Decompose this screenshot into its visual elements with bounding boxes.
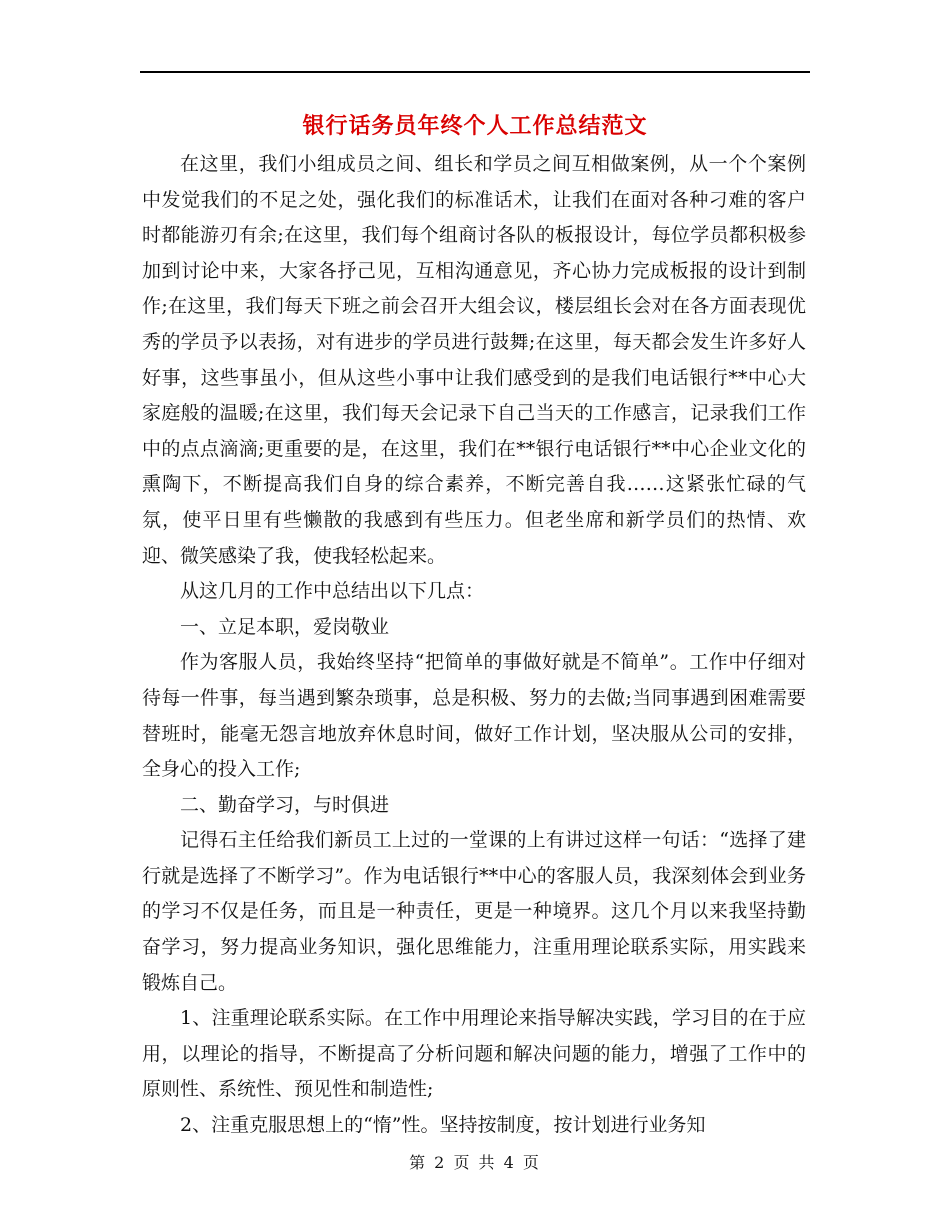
page-footer: 第 2 页 共 4 页 xyxy=(409,1153,541,1172)
document-title: 银行话务员年终个人工作总结范文 xyxy=(302,113,648,139)
paragraph: 记得石主任给我们新员工上过的一堂课的上有讲过这样一句话：“选择了建行就是选择了不断学习”。作为电话银行**中心的客服人员，我深刻体会到业务的学习不仅是任务，而且是一种责任，更是一种境界。这几个月以来我坚持勤奋学习，努力提高业务知识，强化思维能力，注重用理论联系实际，用实践来锻炼自己。 xyxy=(142,829,806,994)
document-body xyxy=(142,147,806,1144)
paragraph: 在这里，我们小组成员之间、组长和学员之间互相做案例，从一个个案例中发觉我们的不足之处，强化我们的标准话术，让我们在面对各种刁难的客户时都能游刃有余;在这里，我们每个组商讨各队的板报设计，每位学员都积极参加到讨论中来，大家各抒己见，互相沟通意见，齐心协力完成板报的设计到制作;在这里，我们每天下班之前会召开大组会议，楼层组长会对在各方面表现优秀的学员予以表扬，对有进步的学员进行鼓舞;在这里，每天都会发生许多好人好事，这些事虽小，但从这些小事中让我们感受到的是我们电话银行**中心大家庭般的温暖;在这里，我们每天会记录下自己当天的工作感言，记录我们工作中的点点滴滴;更重要的是，在这里，我们在**银行电话银行**中心企业文化的熏陶下，不断提高我们自身的综合素养，不断完善自我……这紧张忙碌的气氛，使平日里有些懒散的我感到有些压力。但老坐席和新学员们的热情、欢迎、微笑感染了我，使我轻松起来。 xyxy=(142,153,806,567)
section-heading: 二、勤奋学习，与时俱进 xyxy=(180,793,390,816)
paragraph: 2、注重克服思想上的“惰”性。坚持按制度，按计划进行业务知 xyxy=(180,1114,706,1137)
paragraph: 1、注重理论联系实际。在工作中用理论来指导解决实践，学习目的在于应用，以理论的指导，不断提高了分析问题和解决问题的能力，增强了工作中的原则性、系统性、预见性和制造性; xyxy=(142,1007,806,1101)
paragraph: 从这几月的工作中总结出以下几点： xyxy=(180,580,485,603)
section-heading: 一、立足本职，爱岗敬业 xyxy=(180,615,390,638)
header-rule xyxy=(140,71,810,73)
paragraph: 作为客服人员，我始终坚持“把简单的事做好就是不简单”。工作中仔细对待每一件事，每当遇到繁杂琐事，总是积极、努力的去做;当同事遇到困难需要替班时，能毫无怨言地放弃休息时间，做好工作计划，坚决服从公司的安排，全身心的投入工作; xyxy=(142,651,806,781)
